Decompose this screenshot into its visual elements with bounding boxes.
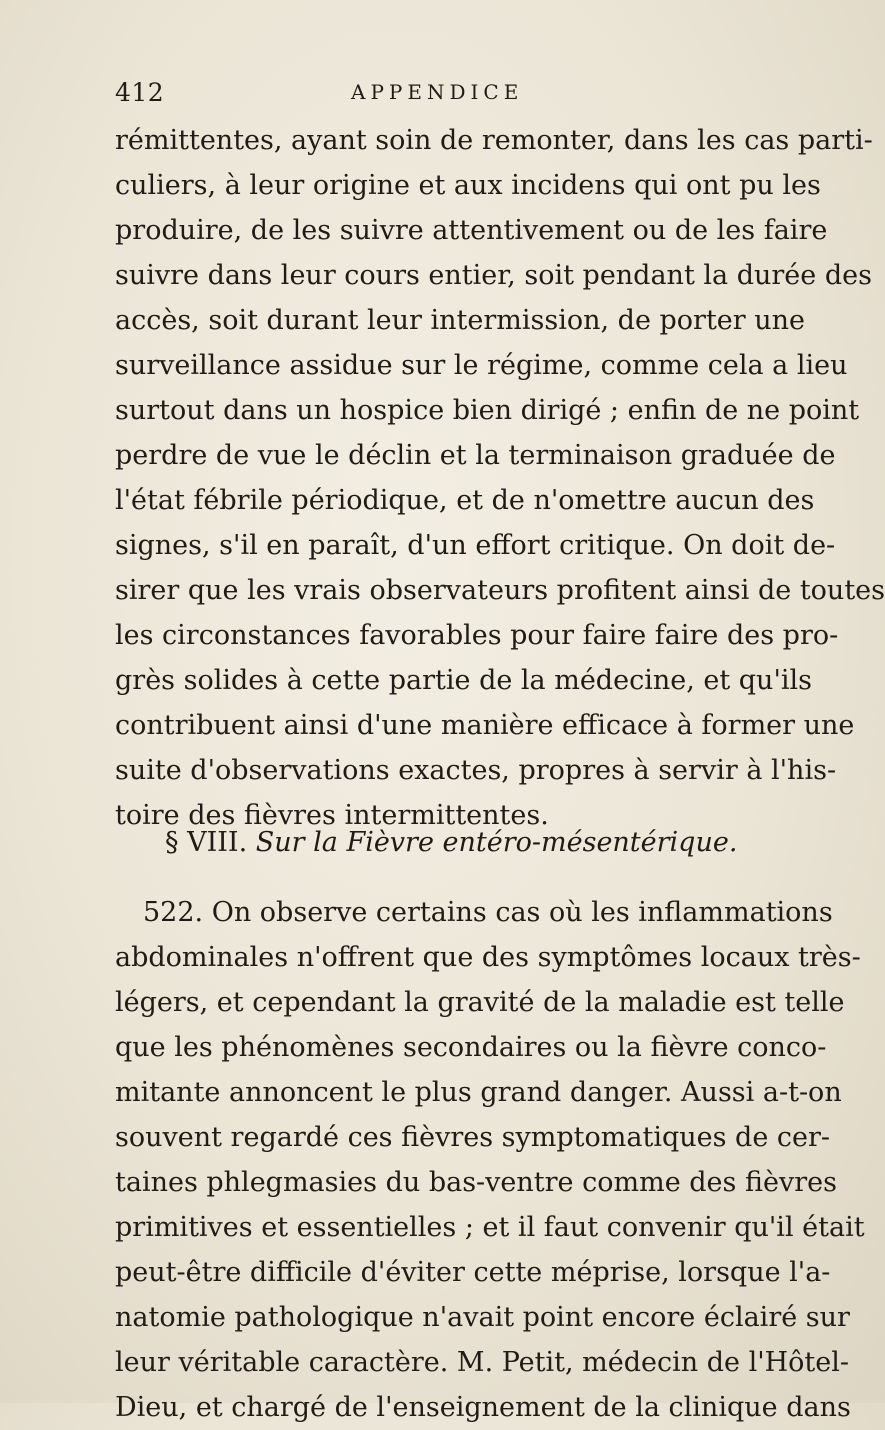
paragraph-1 — [115, 118, 885, 838]
text-line: taines phlegmasies du bas-ventre comme des fièvres — [115, 1167, 837, 1198]
text-line: légers, et cependant la gravité de la maladie est telle — [115, 987, 845, 1018]
text-line: primitives et essentielles ; et il faut convenir qu'il était — [115, 1212, 865, 1243]
text-line: contribuent ainsi d'une manière efficace à former une — [115, 710, 855, 741]
text-line: sirer que les vrais observateurs profitent ainsi de toutes — [115, 575, 885, 606]
running-head — [115, 78, 675, 112]
text-line: perdre de vue le déclin et la terminaison graduée de — [115, 440, 836, 471]
text-line: rémittentes, ayant soin de remonter, dans les cas parti- — [115, 125, 873, 156]
text-line: les circonstances favorables pour faire faire des pro- — [115, 620, 839, 651]
text-line: l'état fébrile périodique, et de n'omettre aucun des — [115, 485, 815, 516]
text-line: toire des fièvres intermittentes. — [115, 800, 549, 831]
text-line: suite d'observations exactes, propres à servir à l'his- — [115, 755, 837, 786]
text-line: abdominales n'offrent que des symptômes locaux très- — [115, 942, 861, 973]
text-line: peut-être difficile d'éviter cette méprise, lorsque l'a- — [115, 1257, 831, 1288]
text-line: que les phénomènes secondaires ou la fièvre conco- — [115, 1032, 827, 1063]
text-line: mitante annoncent le plus grand danger. Aussi a-t-on — [115, 1077, 842, 1108]
page-number: 412 — [115, 78, 165, 107]
section-heading — [165, 818, 738, 868]
section-title: Sur la Fièvre entéro-mésentérique. — [255, 827, 738, 858]
text-line: suivre dans leur cours entier, soit pendant la durée des — [115, 260, 872, 291]
text-line: signes, s'il en paraît, d'un effort critique. On doit de- — [115, 530, 836, 561]
text-line: souvent regardé ces fièvres symptomatiques de cer- — [115, 1122, 831, 1153]
text-line: produire, de les suivre attentivement ou de les faire — [115, 215, 828, 246]
running-title: APPENDICE — [351, 80, 524, 104]
paragraph-2 — [115, 890, 865, 1430]
text-line: Dieu, et chargé de l'enseignement de la clinique dans — [115, 1392, 851, 1423]
text-line: natomie pathologique n'avait point encore éclairé sur — [115, 1302, 850, 1333]
text-line: culiers, à leur origine et aux incidens qui ont pu les — [115, 170, 821, 201]
text-line: surveillance assidue sur le régime, comme cela a lieu — [115, 350, 848, 381]
section-number: § VIII. — [165, 827, 248, 858]
text-line: grès solides à cette partie de la médecine, et qu'ils — [115, 665, 812, 696]
text-line: 522. On observe certains cas où les inflammations — [143, 897, 833, 928]
text-line: accès, soit durant leur intermission, de porter une — [115, 305, 806, 336]
text-line: surtout dans un hospice bien dirigé ; enfin de ne point — [115, 395, 860, 426]
text-line: leur véritable caractère. M. Petit, médecin de l'Hôtel- — [115, 1347, 850, 1378]
